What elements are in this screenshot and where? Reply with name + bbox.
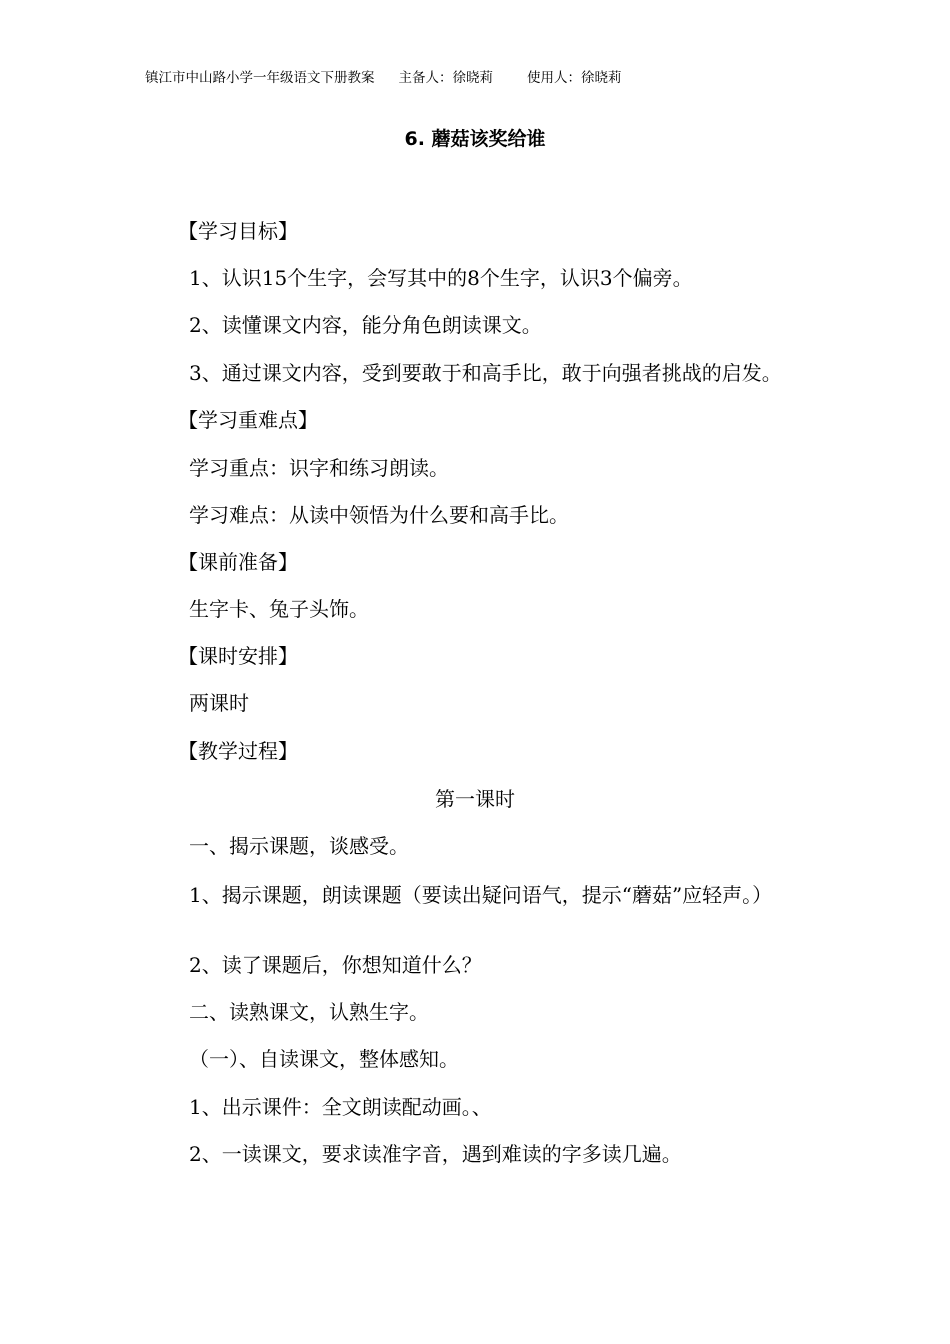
section-heading-key-points: 【学习重难点】: [178, 408, 318, 432]
key-point: 学习重点：识字和练习朗读。: [189, 456, 449, 480]
section-heading-goals: 【学习目标】: [178, 219, 298, 243]
schedule-text: 两课时: [189, 691, 249, 715]
step-2: 二、读熟课文，认熟生字。: [189, 1000, 429, 1024]
goal-item-2: 2、读懂课文内容，能分角色朗读课文。: [189, 313, 542, 337]
preparation-items: 生字卡、兔子头饰。: [189, 597, 369, 621]
lesson-period-heading: 第一课时: [435, 787, 515, 811]
hard-point: 学习难点：从读中领悟为什么要和高手比。: [189, 503, 569, 527]
step-2-a: （一）、自读课文，整体感知。: [189, 1047, 459, 1071]
section-heading-process: 【教学过程】: [178, 739, 298, 763]
step-1: 一、揭示课题，谈感受。: [189, 834, 409, 858]
lesson-title: 6. 蘑菇该奖给谁: [404, 128, 546, 150]
header-school: 镇江市中山路小学一年级语文下册教案: [145, 70, 375, 86]
page-header: [145, 66, 622, 86]
step-2-a-2: 2、一读课文，要求读准字音，遇到难读的字多读几遍。: [189, 1142, 682, 1166]
header-preparer: 主备人：徐晓莉: [398, 70, 493, 86]
step-1-2: 2、读了课题后，你想知道什么？: [189, 953, 482, 977]
section-heading-preparation: 【课前准备】: [178, 550, 298, 574]
header-user: 使用人：徐晓莉: [527, 70, 622, 86]
step-2-a-1: 1、出示课件：全文朗读配动画。、: [189, 1095, 492, 1119]
goal-item-3: 3、通过课文内容，受到要敢于和高手比，敢于向强者挑战的启发。: [189, 361, 782, 385]
goal-item-1: 1、认识15个生字，会写其中的8个生字，认识3个偏旁。: [189, 266, 693, 290]
section-heading-schedule: 【课时安排】: [178, 644, 298, 668]
step-1-1: 1、揭示课题，朗读课题（要读出疑问语气，提示“蘑菇”应轻声。）: [189, 883, 773, 907]
